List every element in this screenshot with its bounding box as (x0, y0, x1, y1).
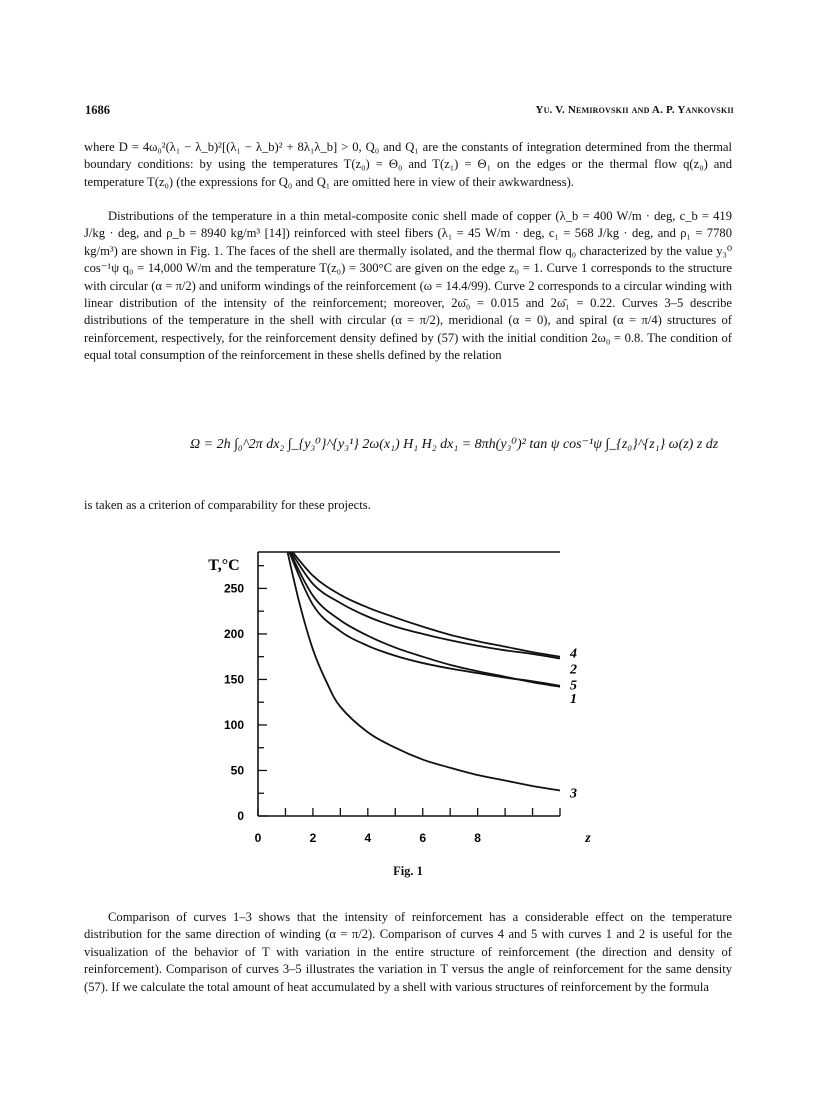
x-axis-title: z (585, 831, 591, 846)
x-tick-label: 2 (309, 831, 317, 845)
curve-1 (285, 543, 560, 686)
curve-2 (285, 543, 560, 659)
equation-text: Ω = 2h ∫₀^2π dx₂ ∫_{y₃⁰}^{y₃¹} 2ω(x₁) H₁ H₂ dx₁ = 8πh(y₃⁰)² tan ψ cos⁻¹ψ ∫_{z₀}^{z₁} ω(z) z dz (190, 437, 719, 452)
curve-4 (285, 543, 560, 657)
curve-label-4: 4 (570, 646, 577, 662)
x-tick-label: 4 (364, 831, 372, 845)
paragraph-criterion: is taken as a criterion of comparability for these projects. (84, 498, 371, 512)
running-header-authors: Yu. V. Nemirovskii and A. P. Yankovskii (535, 104, 734, 116)
paragraph-boundary-conditions: where D = 4ω₀²(λ₁ − λ_b)²[(λ₁ − λ_b)² + 8λ₁λ_b] > 0, Q₀ and Q₁ are the constants of integration determined from the thermal boundary conditions: by using the temperatures T(z₀) = Θ₀ and T(z₁) = Θ₁ on the edges or the thermal flow q(z₀) and temperature T(z₀) (the expressions for Q₀ and Q₁ are omitted here in view of their awkwardness). (84, 140, 732, 189)
x-tick-label: 0 (254, 831, 262, 845)
curve-5 (285, 543, 560, 687)
curve-label-5: 5 (570, 678, 577, 694)
y-tick-label: 250 (223, 581, 244, 596)
paragraph-shell-description-text: Distributions of the temperature in a thin metal-composite conic shell made of copper (λ_b = 400 W/m · deg, c_b = 419 J/kg · deg, and ρ_b = 8940 kg/m³ [14]) reinforced with steel fibers (λ₁ = 45 W/m · deg, c₁ = 568 J/kg · deg, and ρ₁ = 7780 kg/m³) are shown in Fig. 1. The faces of the shell are thermally isolated, and the thermal flow q₀ characterized by the value y₃⁰ cos⁻¹ψ q₀ = 14,000 W/m and the temperature T(z₀) = 300°C are given on the edge z₀ = 1. Curve 1 corresponds to the structure with circular (α = π/2) and uniform windings of the reinforcement (ω = 14.4/99). Curve 2 corresponds to a circular winding with linear distribution of the intensity of the reinforcement; moreover, 2ω̄₀ = 0.015 and 2ω̄₁ = 0.22. Curves 3–5 describe distributions of the temperature in the shell with circular (α = π/2), meridional (α = 0), and spiral (α = π/4) structures of reinforcement, respectively, for the reinforcement density defined by (57) with the initial condition 2ω₀ = 0.8. The condition of equal total consumption of the reinforcement in these shells defined by the relation (84, 209, 732, 363)
temperature-chart (180, 540, 620, 860)
curve-label-3: 3 (570, 786, 577, 802)
curve-label-1: 1 (570, 691, 577, 707)
y-tick-label: 100 (223, 717, 244, 732)
y-tick-label: 0 (237, 809, 244, 823)
x-tick-label: 8 (474, 831, 481, 845)
figure-caption: Fig. 1 (393, 864, 423, 878)
curve-label-2: 2 (570, 662, 577, 678)
y-tick-label: 200 (223, 626, 244, 641)
y-tick-label: 150 (223, 672, 244, 687)
y-tick-label: 50 (230, 763, 244, 778)
x-tick-label: 6 (419, 831, 427, 845)
page-number: 1686 (85, 103, 110, 117)
paragraph-comparison (84, 909, 732, 996)
paragraph-comparison-text: Comparison of curves 1–3 shows that the intensity of reinforcement has a considerable effect on the temperature distribution for the same direction of winding (α = π/2). Comparison of curves 4 and 5 with curves 1 and 2 is useful for the visualization of the behavior of T with variation in the entire structure of reinforcement (the direction and density of reinforcement). Comparison of curves 3–5 illustrates the variation in T versus the angle of reinforcement for the same density (57). If we calculate the total amount of heat accumulated by a shell with various structures of reinforcement by the formula (84, 910, 732, 994)
paragraph-shell-description (84, 208, 732, 365)
equation-consumption (0, 418, 816, 478)
y-axis-title: T,°C (208, 557, 240, 574)
curve-3 (285, 543, 560, 791)
